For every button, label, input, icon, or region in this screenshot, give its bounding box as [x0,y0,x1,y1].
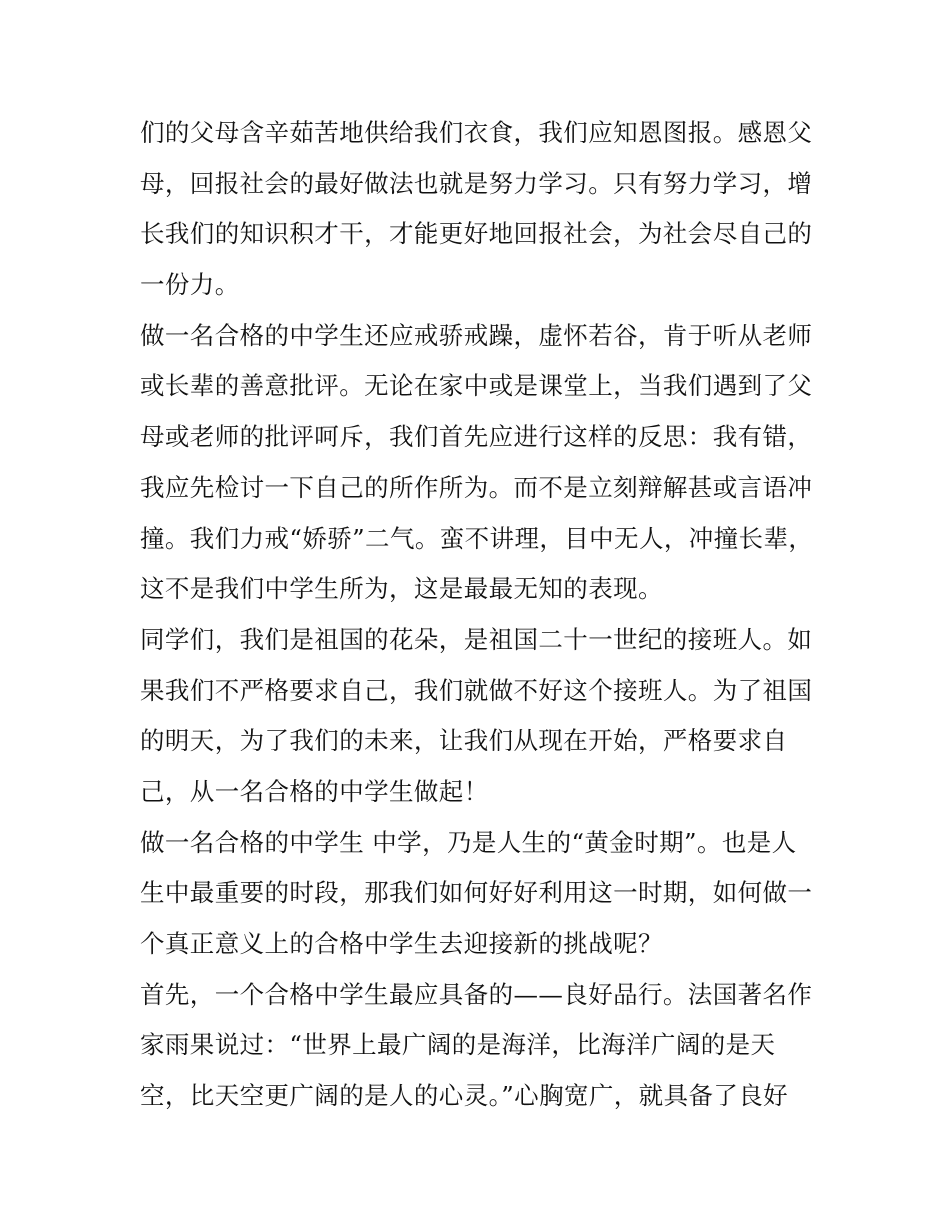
text-line: 母，回报社会的最好做法也就是努力学习。只有努力学习，增 [140,168,813,198]
text-line: 个真正意义上的合格中学生去迎接新的挑战呢？ [140,929,663,958]
text-line: 首先，一个合格中学生最应具备的——良好品行。法国著名作 [140,979,813,1009]
text-line: 或长辈的善意批评。无论在家中或是课堂上，当我们遇到了父 [140,371,813,401]
text-line: 一份力。 [140,270,240,300]
text-line: 撞。我们力戒“娇骄”二气。蛮不讲理，目中无人，冲撞长辈， [140,523,814,553]
text-line: 们的父母含辛茹苦地供给我们衣食，我们应知恩图报。感恩父 [140,118,813,147]
text-line: 同学们，我们是祖国的花朵，是祖国二十一世纪的接班人。如 [140,624,813,654]
text-line: 果我们不严格要求自己，我们就做不好这个接班人。为了祖国 [140,675,813,705]
text-line: 空，比天空更广阔的是人的心灵。”心胸宽广，就具备了良好 [140,1081,789,1111]
text-line: 长我们的知识积才干，才能更好地回报社会，为社会尽自己的 [140,219,813,249]
body-text [140,108,820,1122]
text-line: 家雨果说过：“世界上最广阔的是海洋，比海洋广阔的是天 [140,1030,776,1060]
text-line: 做一名合格的中学生还应戒骄戒躁，虚怀若谷，肯于听从老师 [140,320,813,350]
text-line: 母或老师的批评呵斥，我们首先应进行这样的反思：我有错， [140,422,813,452]
text-line: 的明天，为了我们的未来，让我们从现在开始，严格要求自 [140,726,788,756]
text-line: 我应先检讨一下自己的所作所为。而不是立刻辩解甚或言语冲 [140,472,813,502]
text-line: 生中最重要的时段，那我们如何好好利用这一时期，如何做一 [140,878,813,908]
text-line: 己，从一名合格的中学生做起！ [140,776,489,806]
text-line: 做一名合格的中学生 中学，乃是人生的“黄金时期”。也是人 [140,827,797,857]
text-line: 这不是我们中学生所为，这是最最无知的表现。 [140,574,663,604]
